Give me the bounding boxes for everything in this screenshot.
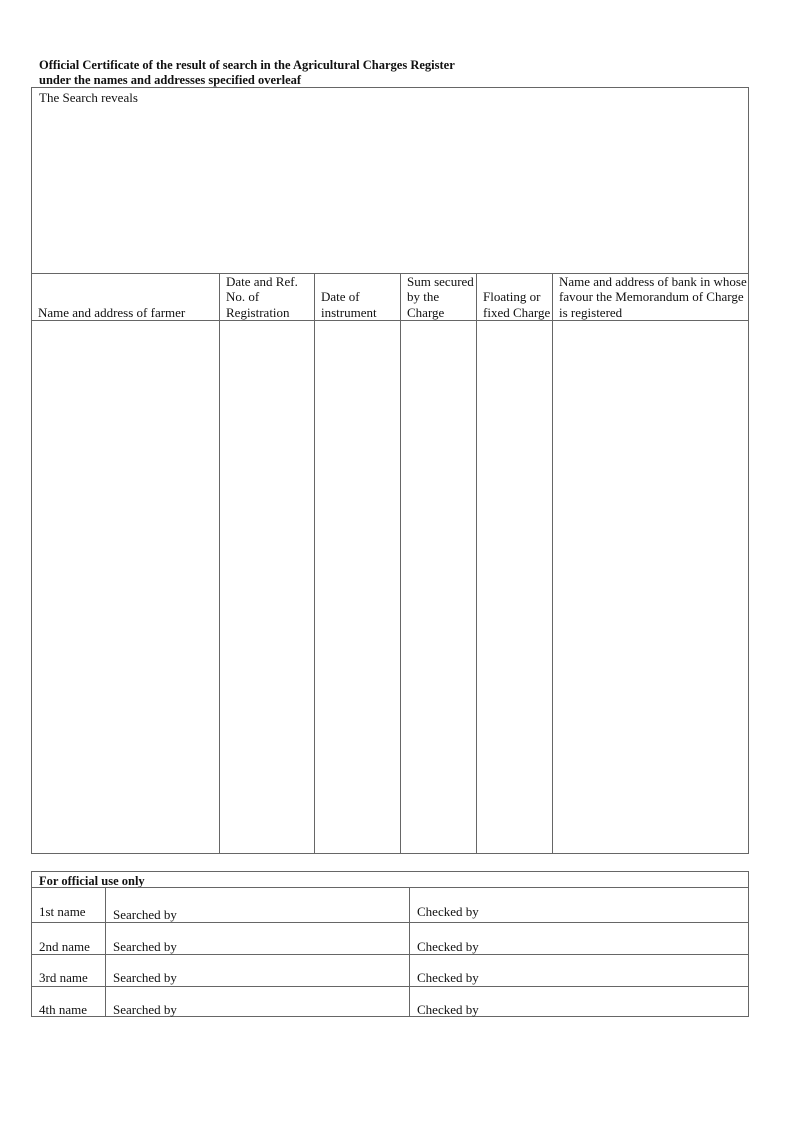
column-header-registration — [220, 274, 315, 320]
checked-by-label[interactable]: Checked by — [417, 939, 479, 954]
certificate-title-line-1: Official Certificate of the result of search in the Agricultural Charges Register — [39, 58, 455, 72]
checked-by-label[interactable]: Checked by — [417, 970, 479, 985]
column-header-sum-secured-label: Sum secured by the Charge — [407, 273, 474, 320]
official-use-row — [32, 986, 748, 1016]
charges-register-table — [31, 87, 749, 854]
column-header-charge-type — [477, 274, 553, 320]
certificate-title — [39, 58, 739, 88]
column-header-charge-type-label: Floating or fixed Charge — [483, 289, 551, 320]
checked-by-label[interactable]: Checked by — [417, 904, 479, 919]
official-use-row — [32, 954, 748, 986]
column-divider — [314, 274, 315, 853]
column-header-registration-label: Date and Ref. No. of Registration — [226, 273, 298, 320]
search-reveals-label: The Search reveals — [39, 90, 138, 105]
column-header-sum-secured — [401, 274, 477, 320]
row-name-label: 1st name — [39, 904, 86, 919]
official-use-row — [32, 887, 748, 922]
column-header-bank-label: Name and address of bank in whose favour the Memorandum of Charge is registered — [559, 273, 747, 320]
searched-by-label[interactable]: Searched by — [113, 1002, 177, 1017]
column-header-instrument-date-label: Date of instrument — [321, 289, 377, 320]
checked-by-label[interactable]: Checked by — [417, 1002, 479, 1017]
column-header-row — [32, 274, 748, 321]
column-header-instrument-date — [315, 274, 401, 320]
searched-by-label[interactable]: Searched by — [113, 970, 177, 985]
row-name-label: 3rd name — [39, 970, 88, 985]
official-use-row — [32, 922, 748, 954]
column-divider — [219, 274, 220, 853]
search-reveals-box[interactable] — [32, 88, 748, 274]
column-header-farmer — [32, 274, 220, 320]
official-use-table — [31, 871, 749, 1017]
column-header-bank — [553, 274, 749, 320]
row-name-label: 4th name — [39, 1002, 88, 1017]
column-divider — [552, 274, 553, 853]
searched-by-label[interactable]: Searched by — [113, 939, 177, 954]
column-header-farmer-label: Name and address of farmer — [38, 304, 186, 320]
searched-by-label[interactable]: Searched by — [113, 907, 177, 922]
certificate-title-line-2: under the names and addresses specified overleaf — [39, 73, 302, 87]
column-divider — [476, 274, 477, 853]
official-use-heading: For official use only — [39, 874, 145, 888]
row-name-label: 2nd name — [39, 939, 90, 954]
column-divider — [400, 274, 401, 853]
